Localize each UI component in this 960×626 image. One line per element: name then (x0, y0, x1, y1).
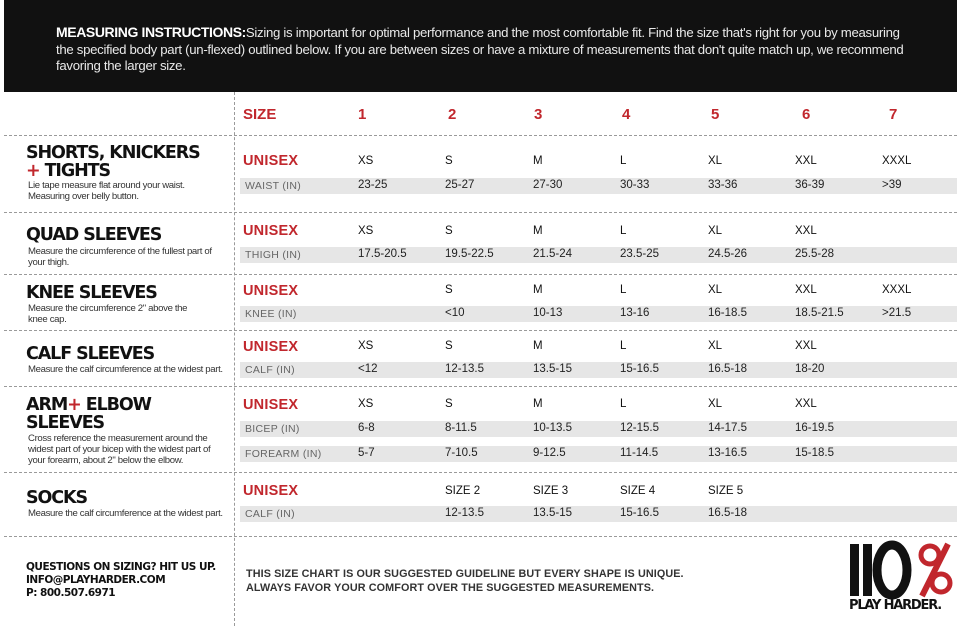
measure-cell: 16.5-18 (708, 363, 748, 375)
measure-cell: 15-16.5 (620, 507, 660, 519)
category-desc-knee: Measure the circumference 2" above the knee cap. (28, 303, 188, 325)
size-cell: L (620, 398, 627, 410)
size-cell: XS (358, 155, 374, 167)
measure-label: CALF (IN) (245, 508, 295, 520)
size-cell: XXL (795, 398, 817, 410)
size-cell: XL (708, 340, 723, 352)
size-cell: M (533, 284, 543, 296)
measure-cell: 12-15.5 (620, 422, 660, 434)
size-cell: XXL (795, 284, 817, 296)
size-cell: L (620, 225, 627, 237)
size-cell: L (620, 155, 627, 167)
size-cell: SIZE 2 (445, 485, 481, 497)
measure-cell: 19.5-22.5 (445, 248, 494, 260)
size-cell: XXL (795, 225, 817, 237)
row-divider (4, 472, 957, 473)
row-shade (240, 506, 957, 522)
measure-cell: 6-8 (358, 422, 375, 434)
measure-cell: 25.5-28 (795, 248, 835, 260)
measure-cell: 25-27 (445, 179, 475, 191)
size-number: 5 (711, 106, 720, 123)
measure-label: BICEP (IN) (245, 423, 300, 435)
measure-cell: 9-12.5 (533, 447, 566, 459)
column-divider (234, 92, 235, 626)
measure-cell: 15-16.5 (620, 363, 660, 375)
measure-cell: 33-36 (708, 179, 738, 191)
measure-label: WAIST (IN) (245, 180, 302, 192)
gender-label: UNISEX (243, 339, 299, 355)
measure-cell: 23-25 (358, 179, 388, 191)
row-shade (240, 306, 957, 322)
measure-cell: 13.5-15 (533, 507, 573, 519)
size-cell: XS (358, 225, 374, 237)
category-title-calf: CALF SLEEVES (26, 344, 155, 364)
measure-label: CALF (IN) (245, 364, 295, 376)
measure-cell: <12 (358, 363, 378, 375)
size-cell: S (445, 155, 453, 167)
disclaimer-note: THIS SIZE CHART IS OUR SUGGESTED GUIDELINE BUT EVERY SHAPE IS UNIQUE. ALWAYS FAVOR YOUR COMFORT OVER THE SUGGESTED MEASUREMENTS. (246, 568, 684, 594)
measure-cell: 15-18.5 (795, 447, 835, 459)
instructions-body: Sizing is important for optimal performance and the most comfortable fit. Find the size that's right for you by measuring the specified body part (un-flexed) outlined below. If you are between sizes or have a mixture of measurements that don't quite match up, we recommend favoring the larger size. (56, 25, 904, 73)
size-cell: SIZE 4 (620, 485, 656, 497)
size-cell: XL (708, 284, 723, 296)
size-cell: S (445, 340, 453, 352)
size-number: 2 (448, 106, 457, 123)
size-cell: XL (708, 225, 723, 237)
measure-cell: 5-7 (358, 447, 375, 459)
measure-cell: 11-14.5 (620, 447, 659, 459)
measure-cell: 10-13 (533, 307, 563, 319)
row-shade (240, 247, 957, 263)
gender-label: UNISEX (243, 483, 299, 499)
measure-cell: 17.5-20.5 (358, 248, 407, 260)
size-cell: XXL (795, 340, 817, 352)
measure-cell: 18.5-21.5 (795, 307, 844, 319)
size-cell: M (533, 225, 543, 237)
contact-info (26, 561, 216, 600)
gender-label: UNISEX (243, 397, 299, 413)
measure-cell: 8-11.5 (445, 422, 477, 434)
measure-cell: 16-18.5 (708, 307, 748, 319)
category-title-arm-elbow: ARM+ ELBOW SLEEVES (26, 395, 151, 433)
measure-cell: 13-16 (620, 307, 650, 319)
category-desc-quad: Measure the circumference of the fullest part of your thigh. (28, 246, 212, 268)
measure-cell: 12-13.5 (445, 507, 485, 519)
size-cell: SIZE 3 (533, 485, 569, 497)
gender-label: UNISEX (243, 283, 299, 299)
category-desc-socks: Measure the calf circumference at the widest part. (28, 508, 223, 519)
gender-label: UNISEX (243, 223, 299, 239)
size-cell: SIZE 5 (708, 485, 744, 497)
measure-cell: 23.5-25 (620, 248, 660, 260)
measure-cell: >39 (882, 179, 902, 191)
measure-cell: 36-39 (795, 179, 825, 191)
size-number: 6 (802, 106, 811, 123)
size-cell: XXL (795, 155, 817, 167)
size-cell: XL (708, 155, 723, 167)
row-divider (4, 536, 957, 537)
size-cell: XL (708, 398, 723, 410)
size-header-label: SIZE (243, 106, 277, 123)
row-shade (240, 362, 957, 378)
category-desc-arm-elbow: Cross reference the measurement around the widest part of your bicep with the widest part of your forearm, about 2" below the elbow. (28, 433, 211, 466)
measure-cell: 14-17.5 (708, 422, 748, 434)
measure-cell: 24.5-26 (708, 248, 748, 260)
measure-cell: 21.5-24 (533, 248, 573, 260)
row-divider (4, 135, 957, 136)
size-cell: L (620, 340, 627, 352)
measure-cell: 16.5-18 (708, 507, 748, 519)
row-divider (4, 386, 957, 387)
measure-cell: 10-13.5 (533, 422, 573, 434)
contact-phone[interactable]: P: 800.507.6971 (26, 587, 116, 599)
size-number: 3 (534, 106, 543, 123)
size-number: 1 (358, 106, 367, 123)
size-cell: S (445, 284, 453, 296)
row-divider (4, 274, 957, 275)
size-number: 7 (889, 106, 898, 123)
size-cell: M (533, 340, 543, 352)
category-title-knee: KNEE SLEEVES (26, 283, 157, 303)
measure-label: KNEE (IN) (245, 308, 297, 320)
size-number: 4 (622, 106, 631, 123)
gender-label: UNISEX (243, 153, 299, 169)
size-cell: XS (358, 398, 374, 410)
measure-cell: >21.5 (882, 307, 912, 319)
measure-cell: 30-33 (620, 179, 650, 191)
measure-cell: 13-16.5 (708, 447, 748, 459)
measure-cell: 16-19.5 (795, 422, 835, 434)
size-cell: L (620, 284, 627, 296)
size-cell: XXXL (882, 284, 912, 296)
row-shade (240, 446, 957, 462)
size-cell: XS (358, 340, 374, 352)
measure-label: THIGH (IN) (245, 249, 302, 261)
category-title-shorts: SHORTS, KNICKERS + TIGHTS (26, 143, 200, 181)
category-title-socks: SOCKS (26, 488, 87, 508)
category-desc-calf: Measure the calf circumference at the widest part. (28, 364, 223, 375)
contact-question: QUESTIONS ON SIZING? HIT US UP. (26, 561, 216, 573)
row-divider (4, 330, 957, 331)
row-shade (240, 178, 957, 194)
measure-cell: 27-30 (533, 179, 563, 191)
row-shade (240, 421, 957, 437)
category-title-quad: QUAD SLEEVES (26, 225, 162, 245)
category-desc-shorts: Lie tape measure flat around your waist. Measuring over belly button. (28, 180, 185, 202)
instructions-title: MEASURING INSTRUCTIONS: (56, 24, 246, 40)
instructions-text (56, 24, 916, 75)
size-cell: XXXL (882, 155, 912, 167)
logo-tagline: PLAY HARDER. (849, 598, 941, 613)
size-cell: M (533, 398, 543, 410)
contact-email[interactable]: INFO@PLAYHARDER.COM (26, 574, 166, 586)
measure-cell: <10 (445, 307, 465, 319)
logo-number: 110% (902, 523, 948, 542)
measure-cell: 7-10.5 (445, 447, 478, 459)
row-divider (4, 212, 957, 213)
size-cell: S (445, 225, 453, 237)
size-cell: S (445, 398, 453, 410)
measure-cell: 18-20 (795, 363, 825, 375)
size-cell: M (533, 155, 543, 167)
measure-cell: 12-13.5 (445, 363, 485, 375)
measure-label: FOREARM (IN) (245, 448, 322, 460)
measure-cell: 13.5-15 (533, 363, 573, 375)
